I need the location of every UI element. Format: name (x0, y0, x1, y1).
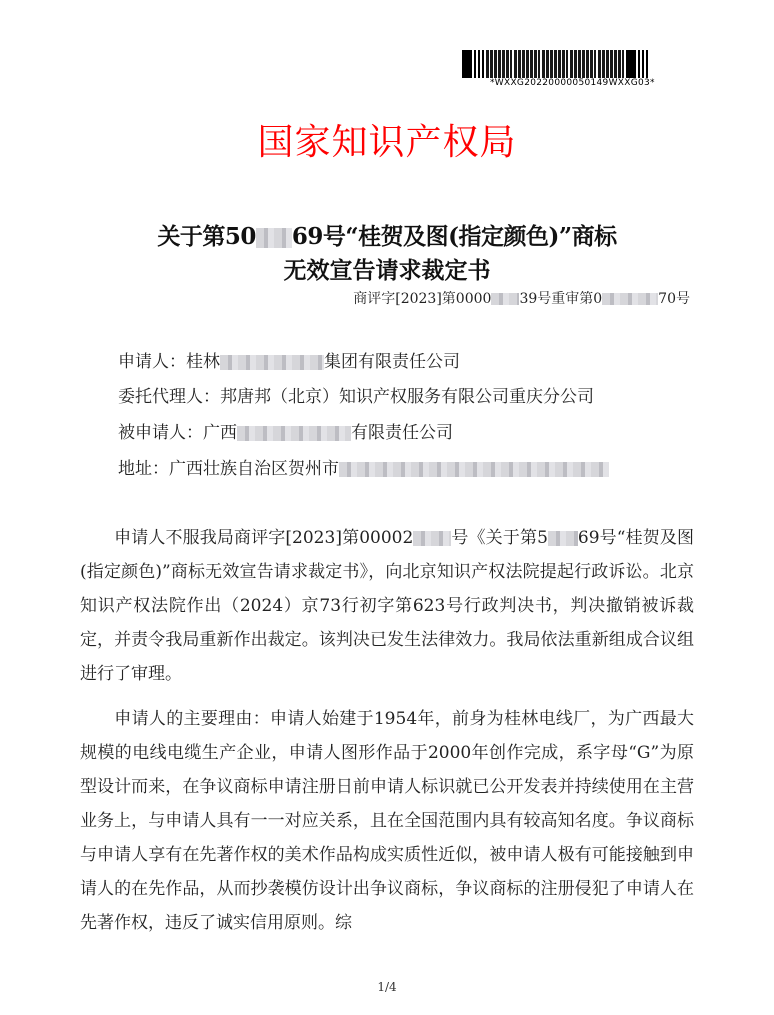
party-respondent: 被申请人：广西 有限责任公司 (118, 423, 453, 443)
body-paragraph-2: 申请人的主要理由：申请人始建于1954年，前身为桂林电线厂，为广西最大规模的电线电缆生产企业，申请人图形作品于2000年创作完成，系字母“G”为原型设计而来，在争议商标申请注册日前申请人标识就已公开发表并持续使用在主营业务上，与申请人具有一一对应关系，且在全国范围内具有较高知名度。争议商标与申请人享有在先著作权的美术作品构成实质性近似，被申请人极有可能接触到申请人的在先作品，从而抄袭模仿设计出争议商标，争议商标的注册侵犯了申请人在先著作权，违反了诚实信用原则。综 (80, 709, 694, 933)
barcode-number: *WXXG20220000050149WXXG03* (490, 78, 655, 88)
agency-header: 国家知识产权局 (257, 122, 517, 163)
document-title-line2: 无效宣告请求裁定书 (283, 257, 491, 284)
document-title-line1: 关于第50 69号“桂贺及图(指定颜色)”商标 (157, 223, 617, 250)
redacted-block (602, 293, 658, 306)
redacted-block (413, 531, 451, 546)
party-address: 地址：广西壮族自治区贺州市 (118, 454, 609, 479)
page-number: 1/4 (377, 980, 397, 994)
redacted-block (548, 531, 578, 546)
redacted-block (220, 355, 324, 370)
barcode (462, 50, 672, 78)
party-agent: 委托代理人：邦唐邦（北京）知识产权服务有限公司重庆分公司 (118, 387, 594, 407)
redacted-block (491, 293, 519, 306)
redacted-block (256, 228, 292, 249)
reference-number: 商评字[2023]第0000 39号重审第0 70号 (353, 291, 690, 307)
redacted-block (339, 462, 609, 477)
redacted-block (237, 426, 351, 441)
party-applicant: 申请人：桂林 集团有限责任公司 (118, 352, 460, 372)
body-paragraph-1: 申请人不服我局商评字[2023]第00002 号《关于第5 69号“桂贺及图(指定颜色)”商标无效宣告请求裁定书》，向北京知识产权法院提起行政诉讼。北京知识产权法院作出（2024）京73行初字第623号行政判决书，判决撤销被诉裁定，并责令我局重新作出裁定。该判决已发生法律效力。我局依法重新组成合议组进行了审理。 (80, 528, 694, 684)
